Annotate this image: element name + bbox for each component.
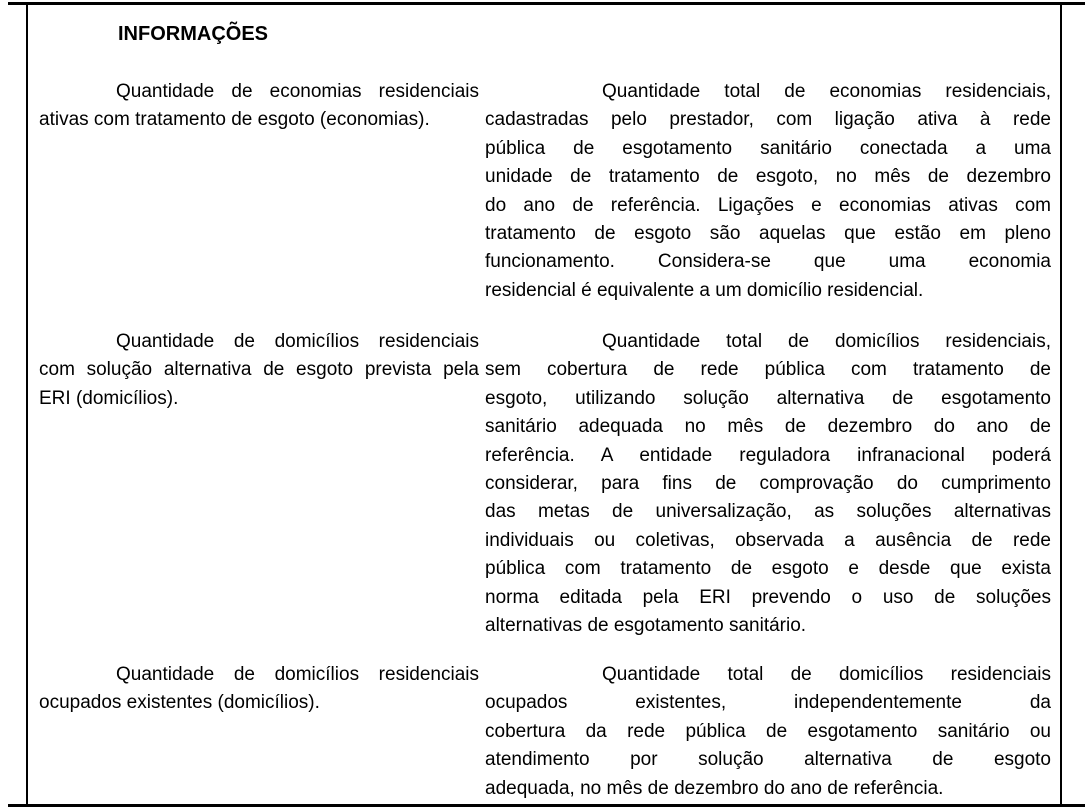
definition-line: considerar, para fins de comprovação do cumprimento — [485, 473, 1051, 495]
definition-line: esgoto, utilizando solução alternativa de esgotamento — [485, 387, 1051, 409]
definition-line: Quantidade total de domicílios residenciais, — [602, 331, 1051, 352]
definition-line: sem cobertura de rede pública com tratamento de — [485, 359, 1051, 381]
page-title: INFORMAÇÕES — [118, 23, 268, 45]
term-cell — [39, 328, 479, 413]
term-line: com solução alternativa de esgoto prevista pela — [39, 359, 479, 381]
definition-line: pública com tratamento de esgoto e desde que exista — [485, 558, 1051, 580]
definition-line: adequada, no mês de dezembro do ano de referência. — [485, 777, 944, 799]
definition-line: atendimento por solução alternativa de esgoto — [485, 749, 1051, 771]
term-line: ativas com tratamento de esgoto (economias). — [39, 109, 430, 131]
definition-line: ocupados existentes, independentemente da — [485, 692, 1051, 714]
definition-line: funcionamento. Considera-se que uma economia — [485, 251, 1051, 273]
definition-line: norma editada pela ERI prevendo o uso de soluções — [485, 586, 1051, 608]
definition-line: tratamento de esgoto são aquelas que estão em pleno — [485, 223, 1051, 245]
definition-line: alternativas de esgotamento sanitário. — [485, 615, 807, 637]
definition-line: Quantidade total de domicílios residenciais — [602, 664, 1051, 685]
term-cell — [39, 661, 479, 718]
term-line: Quantidade de domicílios residenciais — [116, 331, 479, 352]
term-line: ocupados existentes (domicílios). — [39, 692, 320, 714]
definition-line: das metas de universalização, as soluções alternativas — [485, 501, 1051, 523]
definition-line: residencial é equivalente a um domicílio residencial. — [485, 279, 924, 301]
term-cell — [39, 78, 479, 135]
definition-line: do ano de referência. Ligações e economias ativas com — [485, 194, 1051, 216]
definition-cell — [485, 328, 1051, 640]
definition-line: unidade de tratamento de esgoto, no mês de dezembro — [485, 166, 1051, 188]
bottom-border-rule — [8, 804, 1085, 807]
term-line: Quantidade de economias residenciais — [116, 81, 479, 102]
right-border-rule — [1060, 2, 1062, 807]
definition-line: sanitário adequada no mês de dezembro do ano de — [485, 416, 1051, 438]
term-line: ERI (domicílios). — [39, 387, 179, 409]
definition-line: cobertura da rede pública de esgotamento sanitário ou — [485, 720, 1051, 742]
definition-cell — [485, 661, 1051, 803]
definition-line: Quantidade total de economias residenciais, — [602, 81, 1051, 102]
definition-line: referência. A entidade reguladora infranacional poderá — [485, 444, 1051, 466]
definition-line: cadastradas pelo prestador, com ligação ativa à rede — [485, 109, 1051, 131]
term-line: Quantidade de domicílios residenciais — [116, 664, 479, 685]
definition-line: individuais ou coletivas, observada a ausência de rede — [485, 529, 1051, 551]
definition-line: pública de esgotamento sanitário conectada a uma — [485, 137, 1051, 159]
top-border-rule — [8, 2, 1085, 5]
left-border-rule — [26, 2, 28, 807]
definition-cell — [485, 78, 1051, 305]
